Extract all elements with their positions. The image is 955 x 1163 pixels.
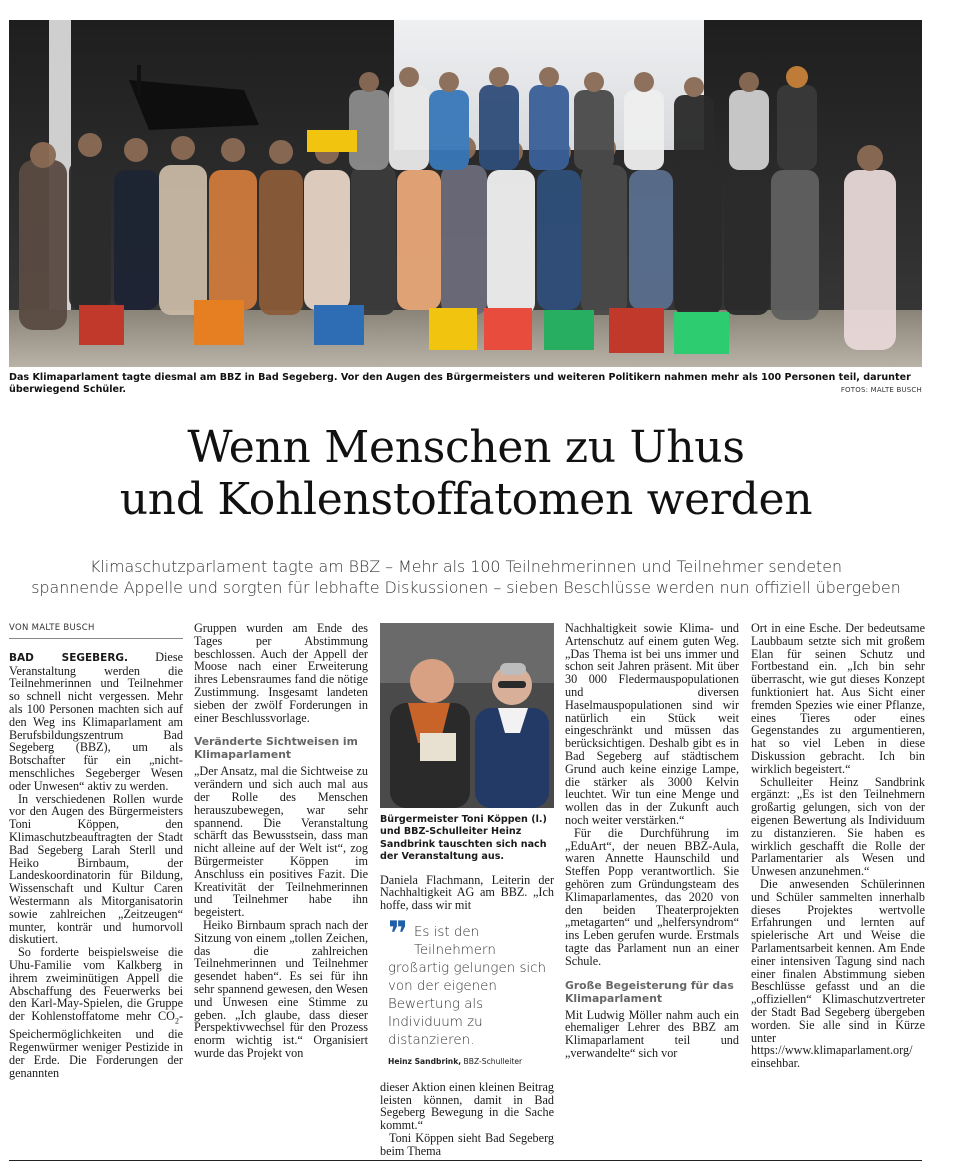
headline — [0, 422, 932, 526]
headline-line-2: und Kohlenstoffatomen werden — [119, 474, 813, 525]
paragraph-13: Die anwesenden Schülerinnen und Schüler sammelten innerhalb dieses Projektes wertvolle Erfahrungen und lernten auf spielerische Art und Weise die Parlamentsarbeit kennen. Am Ende einer intensiven Tagung sind nach einer finalen Abstimmung sieben Beschlüsse gefasst und an die „offiziellen“ Klimaschutzvertreter der Stadt Bad Segeberg übergeben worden. Sie alle sind in Kürze unter https://www.klimaparlament.org/ einsehbar. — [751, 876, 925, 1071]
portrait-photo — [380, 623, 554, 808]
dateline: BAD SEGEBERG. — [9, 651, 129, 664]
paragraph-3-text-b: -Speichermöglichkeiten und die Regenwürmer weniger Pestizide in der Erde. Die Forderungen der genannten — [9, 1009, 183, 1080]
top-photo-caption: Das Klimaparlament tagte diesmal am BBZ in Bad Segeberg. Vor den Augen des Bürgermeisters und weiteren Politikern nahmen mehr als 100 Personen teil, darunter überwiegend Schüler. — [9, 372, 911, 395]
headline-line-1: Wenn Menschen zu Uhus — [187, 422, 745, 473]
paragraph-5: Heiko Birnbaum sprach nach der Sitzung von einem „tollen Zeichen, das die zahlreichen Teilnehmerinnen und Teilnehmer gesendet haben“. Es sei für ihn sehr spannend gewesen, den Wesen und Unwesen eine Stimme zu geben. „Ich glaube, dass dieser Perspektivwechsel für den Prozess enorm wichtig ist.“ Organisiert wurde das Projekt von — [194, 917, 368, 1060]
paragraph-1-text: Diese Veranstaltung werden die Teilnehmerinnen und Teilnehmer so schnell nicht vergessen. Mehr als 100 Personen machten sich auf den Weg ins Klimaparlament am Berufsbildungszentrum Bad Segeberg (BBZ), um als Botschafter für ein „nicht-menschliches Segeberger Wesen oder Unwesen“ aktiv zu werden. — [9, 649, 183, 793]
pull-quote-name: Heinz Sandbrink, — [388, 1057, 462, 1067]
pull-quote-text: Es ist den Teilnehmern großartig gelungen sich von der eigenen Bewertung als Individuum zu distanzieren. — [388, 925, 547, 1049]
paragraph-8-text: Toni Köppen sieht Bad Segeberg beim Thema — [380, 1132, 554, 1158]
paragraph-6: Daniela Flachmann, Leiterin der Nachhaltigkeit AG am BBZ. „Ich hoffe, dass wir mit — [380, 872, 554, 913]
paragraph-3-text-a: So forderte beispielsweise die Uhu-Familie vom Kalkberg in ihrem zweiminütigen Appell die Abschaffung des Feuerwerks bei den Karl-May-Spielen, die Gruppe der Kohlenstoffatome mehr CO — [9, 945, 183, 1024]
paragraph-1 — [9, 651, 183, 793]
section-subtitle-1: Veränderte Sichtweisen im Klimaparlament — [194, 735, 358, 762]
paragraph-8-continued: Nachhaltigkeit sowie Klima- und Artenschutz auf einem guten Weg. „Das Thema ist bei uns immer und schon seit Jahren präsent. Mit über 30 000 Fledermauspopulationen und diversen Haselmauspopulationen sind wir natürlich ein Stück weit eingeschränkt und müssen das berücksichtigen. Deshalb gibt es in Bad Segeberg auf städtischem Grund auch keine einzige Lampe, die stärker als 3000 Kelvin leuchtet. Wir tun eine Menge und wollen das in der Zukunft auch noch weiter verstärken.“ — [565, 621, 739, 827]
portrait-caption: Bürgermeister Toni Köppen (l.) und BBZ-Schulleiter Heinz Sandbrink tauschten sich nach der Veranstaltung aus. — [380, 814, 547, 863]
article-column-2 — [194, 622, 368, 1060]
paragraph-7: dieser Aktion einen kleinen Beitrag leisten können, damit in Bad Segeberg Bewegung in die Sache kommt.“ — [380, 1079, 554, 1133]
pull-quote-role: BBZ-Schulleiter — [461, 1057, 523, 1067]
paragraph-12: Schulleiter Heinz Sandbrink ergänzt: „Es ist den Teilnehmern großartig gelungen, sich von der eigenen Bewertung als Individuum zu distanzieren. Sie haben es wirklich geschafft die Rolle der Parlamentarier als Wesen und Unwesen anzunehmen.“ — [751, 774, 925, 879]
pull-quote-source — [388, 1056, 554, 1069]
article-column-5 — [751, 622, 925, 1070]
article-column-1 — [9, 622, 183, 1080]
section-subtitle-2: Große Begeisterung für das Klimaparlament — [565, 978, 734, 1005]
paragraph-10: Mit Ludwig Möller nahm auch ein ehemaliger Lehrer des BBZ am Klimaparlament teil und „verwandelte“ sich vor — [565, 1007, 739, 1060]
paragraph-3-continued: Gruppen wurden am Ende des Tages per Abstimmung beschlossen. Auch der Appell der Moose nach einer Erweiterung ihres Lebensraumes fand die nötige Zustimmung. Insgesamt landeten sieben der zwölf Forderungen in einer Beschlussvorlage. — [194, 621, 368, 725]
byline: VON MALTE BUSCH — [9, 622, 183, 639]
subheadline-line-1: Klimaschutzparlament tagte am BBZ – Mehr als 100 Teilnehmerinnen und Teilnehmer sendeten — [90, 557, 842, 576]
subheadline-line-2: spannende Appelle und sorgten für lebhafte Diskussionen – sieben Beschlüsse werden nun offiziell übergeben — [31, 578, 901, 597]
quote-icon: ❞ — [388, 914, 408, 955]
article-column-4 — [565, 622, 739, 1060]
article-column-3 — [380, 622, 554, 1158]
pull-quote — [388, 914, 554, 1069]
portrait-photo-illustration — [380, 623, 554, 808]
bottom-rule — [9, 1160, 922, 1161]
photo-credit: FOTOS: MALTE BUSCH — [840, 386, 922, 394]
group-photo-illustration — [9, 20, 922, 367]
paragraph-8-start — [380, 1132, 554, 1158]
paragraph-2: In verschiedenen Rollen wurde vor den Augen des Bürgermeisters Toni Köppen, den Klimaschutzbeauftragten der Stadt Bad Segeberg Larah Sterll und Heiko Birnbaum, der Landeskoordinatorin für Bildung, Wissenschaft und Kultur Caren Westermann als Mitorganisatorin sowie zahlreichen „Zeitzeugen“ munter, konträr und humorvoll diskutiert. — [9, 791, 183, 947]
paragraph-4: „Der Ansatz, mal die Sichtweise zu verändern und sich auch mal aus der Rolle des Menschen herauszubewegen, war sehr spannend. Die Veranstaltung schärft das Bewusstsein, dass man nicht alleine auf der Welt ist“, zog Bürgermeister Köppen im Anschluss ein positives Fazit. Die Kreativität der Teilnehmerinnen und Teilnehmer habe ihn begeistert. — [194, 764, 368, 920]
paragraph-11: Ort in eine Esche. Der bedeutsame Laubbaum setzte sich mit großem Elan für seinen Schutz und Fortbestand ein. „Ich bin sehr überrascht, wie gut dieses Konzept funktioniert hat. Aus Sicht einer fremden Spezies wie einer Pflanze, eines Tieres oder eines Gegenstandes zu argumentieren, hat so viel Leben in diese Diskussion gebracht. Ich bin wirklich begeistert.“ — [751, 621, 925, 776]
subheadline — [0, 556, 932, 598]
paragraph-3 — [9, 946, 183, 1079]
co2-subscript: 2 — [174, 1016, 179, 1026]
paragraph-9: Für die Durchführung im „EduArt“, der neuen BBZ-Aula, waren Annette Haunschild und Steffen Popp verantwortlich. Sie gehören zum Gründungsteam des Klimaparlamentes, das 2020 von den beiden Theaterprojekten „metagarten“ und „helfersyndrom“ ins Leben gerufen wurde. Erstmals tagte das Parlament nun an einer Schule. — [565, 825, 739, 968]
group-photo — [9, 20, 922, 367]
